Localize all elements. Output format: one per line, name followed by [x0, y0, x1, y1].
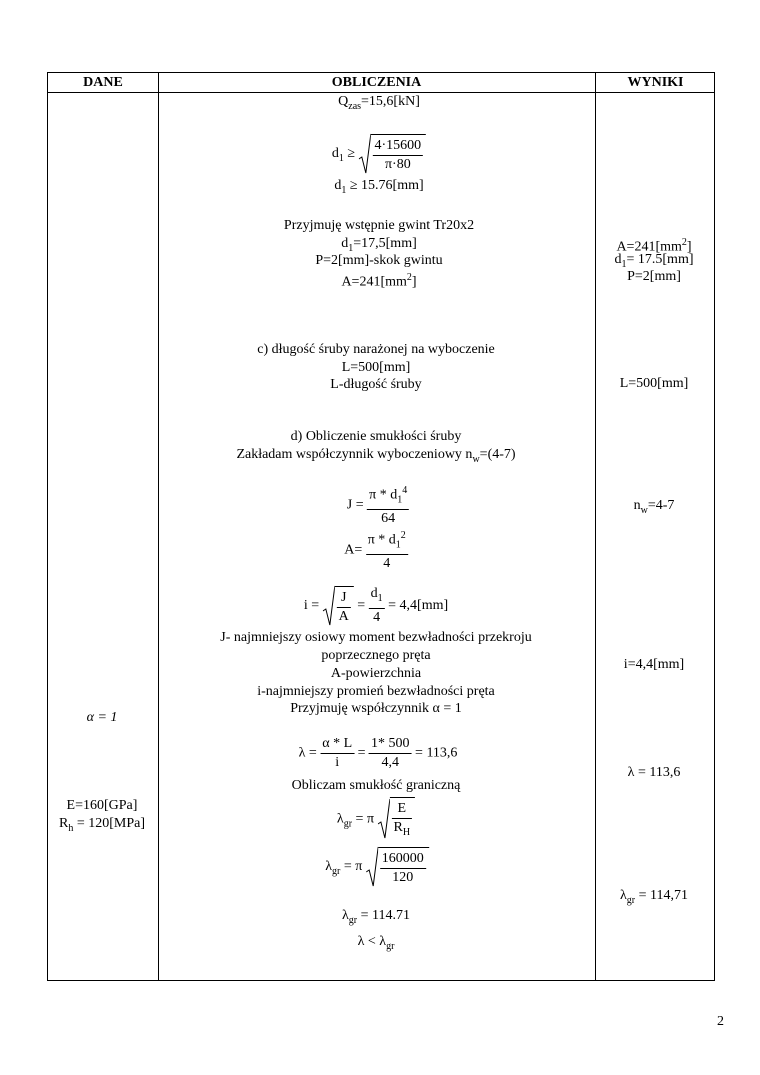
obl-lamgr-formula2: $\lambda_{gr} = \pi$ $\frac{160000}{120}$ — [325, 846, 429, 888]
header-dane: DANE — [83, 75, 123, 90]
obl-lambda-formula: λ = $\frac{\alpha * L}{i}$ = $\frac{1* 500}{4,4}$ = 113,6 — [298, 736, 458, 770]
header-wyniki: WYNIKI — [627, 75, 684, 90]
obl-a-formula: A= $\frac{\pi * d_1^2}{4}$ — [344, 527, 408, 573]
obl-d-nw: Zakładam współczynnik wyboczeniowy $n_w=(4-7)$ — [236, 447, 516, 465]
obl-gwint-a: $A=241[mm^2]$ — [341, 272, 417, 290]
column-divider-2 — [595, 73, 596, 980]
wyniki-d1: $d_1= 17.5[mm]$ — [614, 252, 694, 270]
dane-alpha: α = 1 — [86, 710, 118, 725]
wyniki-nw: $n_w=4-7$ — [633, 498, 675, 516]
obl-d1-result: $d_1 \ge 15.76[mm]$ — [334, 178, 424, 196]
obl-d1-formula: $d_1$ ≥ $\frac{4\cdot 15600}{\pi\cdot 80}$ — [332, 133, 426, 175]
obl-c-l: L=500[mm] — [341, 360, 411, 375]
column-divider-1 — [158, 73, 159, 980]
page-number: 2 — [717, 1014, 724, 1029]
obl-lamgr-result: $\lambda_{gr} = 114.71$ — [341, 908, 411, 926]
wyniki-l: L=500[mm] — [619, 376, 689, 391]
obl-alpha-line: Przyjmuję współczynnik α = 1 — [290, 701, 462, 716]
obl-lamgr-formula: $\lambda_{gr} = \pi$ $\frac{E}{R_H}$ — [337, 797, 415, 842]
obl-a-desc: A-powierzchnia — [330, 666, 422, 681]
obl-j-formula: J = $\frac{\pi * d_1^4}{64}$ — [347, 482, 409, 528]
obl-j-desc1: J- najmniejszy osiowy moment bezwładności przekroju — [220, 630, 532, 645]
wyniki-p: P=2[mm] — [627, 269, 681, 284]
wyniki-i: i=4,4[mm] — [623, 657, 685, 672]
wyniki-a: $A=241[mm^2]$ — [616, 237, 692, 255]
obl-j-desc2: poprzecznego pręta — [321, 648, 431, 663]
obl-comparison: $\lambda < \lambda_{gr}$ — [357, 934, 395, 952]
obl-lamgr-title: Obliczam smukłość graniczną — [291, 778, 461, 793]
obl-i-desc: i-najmniejszy promień bezwładności pręta — [257, 684, 495, 699]
obl-gwint-d1: $d_1=17,5[mm]$ — [341, 236, 417, 254]
obl-c-ldef: L-długość śruby — [330, 377, 422, 392]
obl-i-formula: i = $\frac{J}{A}$ = $\frac{d_1}{4}$ = 4,4[mm] — [303, 586, 449, 625]
dane-e: E=160[GPa] — [66, 798, 138, 813]
wyniki-lamgr: $\lambda_{gr} = 114,71$ — [619, 888, 689, 906]
obl-gwint-p: P=2[mm]-skok gwintu — [315, 253, 443, 268]
header-obliczenia: OBLICZENIA — [331, 75, 422, 90]
obl-qzas: $Q_{zas}=15,6[kN]$ — [338, 94, 420, 112]
obl-gwint: Przyjmuję wstępnie gwint Tr20x2 — [283, 218, 475, 233]
dane-rh: $R_h = 120[MPa]$ — [58, 816, 146, 834]
obl-d-title: d) Obliczenie smukłości śruby — [290, 429, 462, 444]
wyniki-lambda: λ = 113,6 — [627, 765, 681, 780]
obl-c-title: c) długość śruby narażonej na wyboczenie — [257, 342, 495, 357]
